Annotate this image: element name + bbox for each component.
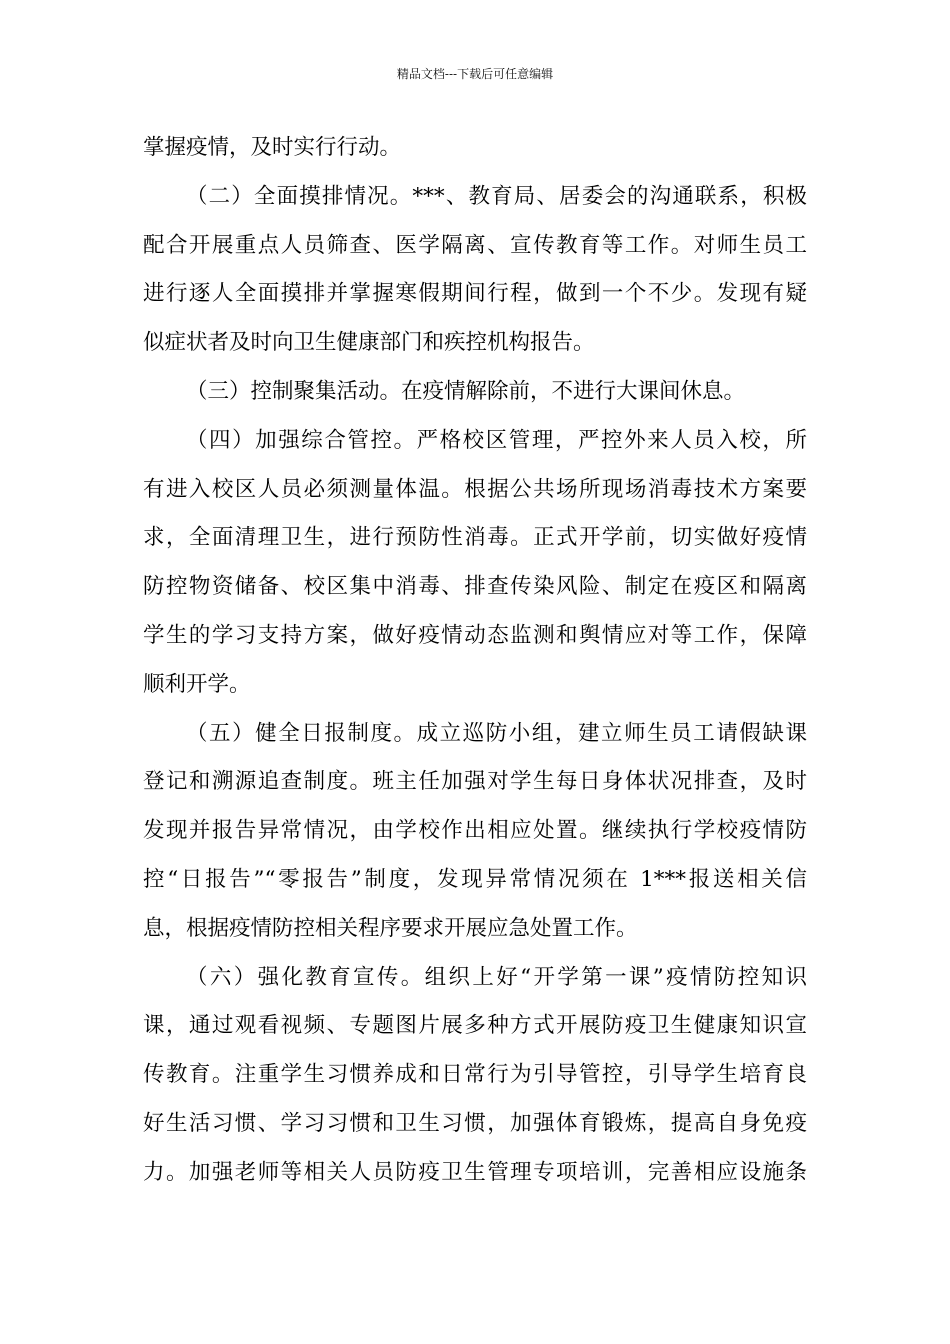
paragraph	[143, 368, 807, 417]
text-line: （五）健全日报制度。成立巡防小组，建立师生员工请假缺课	[186, 720, 807, 746]
text-line: 学生的学习支持方案，做好疫情动态监测和舆情应对等工作，保障	[143, 622, 807, 648]
document-body	[143, 124, 807, 1198]
text-line: （六）强化教育宣传。组织上好“开学第一课”疫情防控知识	[186, 964, 807, 990]
text-line: 掌握疫情，及时实行行动。	[143, 135, 402, 160]
text-line: 课，通过观看视频、专题图片展多种方式开展防疫卫生健康知识宣	[143, 1013, 807, 1039]
text-line: 息，根据疫情防控相关程序要求开展应急处置工作。	[143, 915, 638, 941]
text-line: 防控物资储备、校区集中消毒、排查传染风险、制定在疫区和隔离	[143, 574, 807, 600]
text-line: 力。加强老师等相关人员防疫卫生管理专项培训，完善相应设施条	[143, 1159, 807, 1185]
text-line: （四）加强综合管控。严格校区管理，严控外来人员入校，所	[186, 427, 807, 453]
text-line: 登记和溯源追查制度。班主任加强对学生每日身体状况排查，及时	[143, 769, 807, 795]
text-line: 配合开展重点人员筛查、医学隔离、宣传教育等工作。对师生员工	[143, 232, 807, 258]
page-header: 精品文档---下载后可任意编辑	[396, 67, 554, 81]
text-line: 有进入校区人员必须测量体温。根据公共场所现场消毒技术方案要	[143, 476, 807, 502]
text-line: 进行逐人全面摸排并掌握寒假期间行程，做到一个不少。发现有疑	[143, 281, 807, 307]
text-line: 好生活习惯、学习习惯和卫生习惯，加强体育锻炼，提高自身免疫	[143, 1110, 807, 1136]
text-line: 发现并报告异常情况，由学校作出相应处置。继续执行学校疫情防	[143, 818, 807, 844]
text-line: （二）全面摸排情况。***、教育局、居委会的沟通联系，积极	[186, 183, 807, 209]
paragraph	[143, 710, 807, 954]
text-line: 控“日报告”“零报告”制度，发现异常情况须在 1***报送相关信	[143, 866, 807, 892]
paragraph	[143, 417, 807, 710]
paragraph	[143, 124, 807, 173]
paragraph	[143, 173, 807, 368]
text-line: 传教育。注重学生习惯养成和日常行为引导管控，引导学生培育良	[143, 1062, 807, 1088]
text-line: 似症状者及时向卫生健康部门和疾控机构报告。	[143, 330, 595, 356]
text-line: （三）控制聚集活动。在疫情解除前，不进行大课间休息。	[186, 378, 746, 404]
paragraph	[143, 954, 807, 1198]
text-line: 求，全面清理卫生，进行预防性消毒。正式开学前，切实做好疫情	[143, 525, 807, 551]
text-line: 顺利开学。	[143, 671, 251, 697]
